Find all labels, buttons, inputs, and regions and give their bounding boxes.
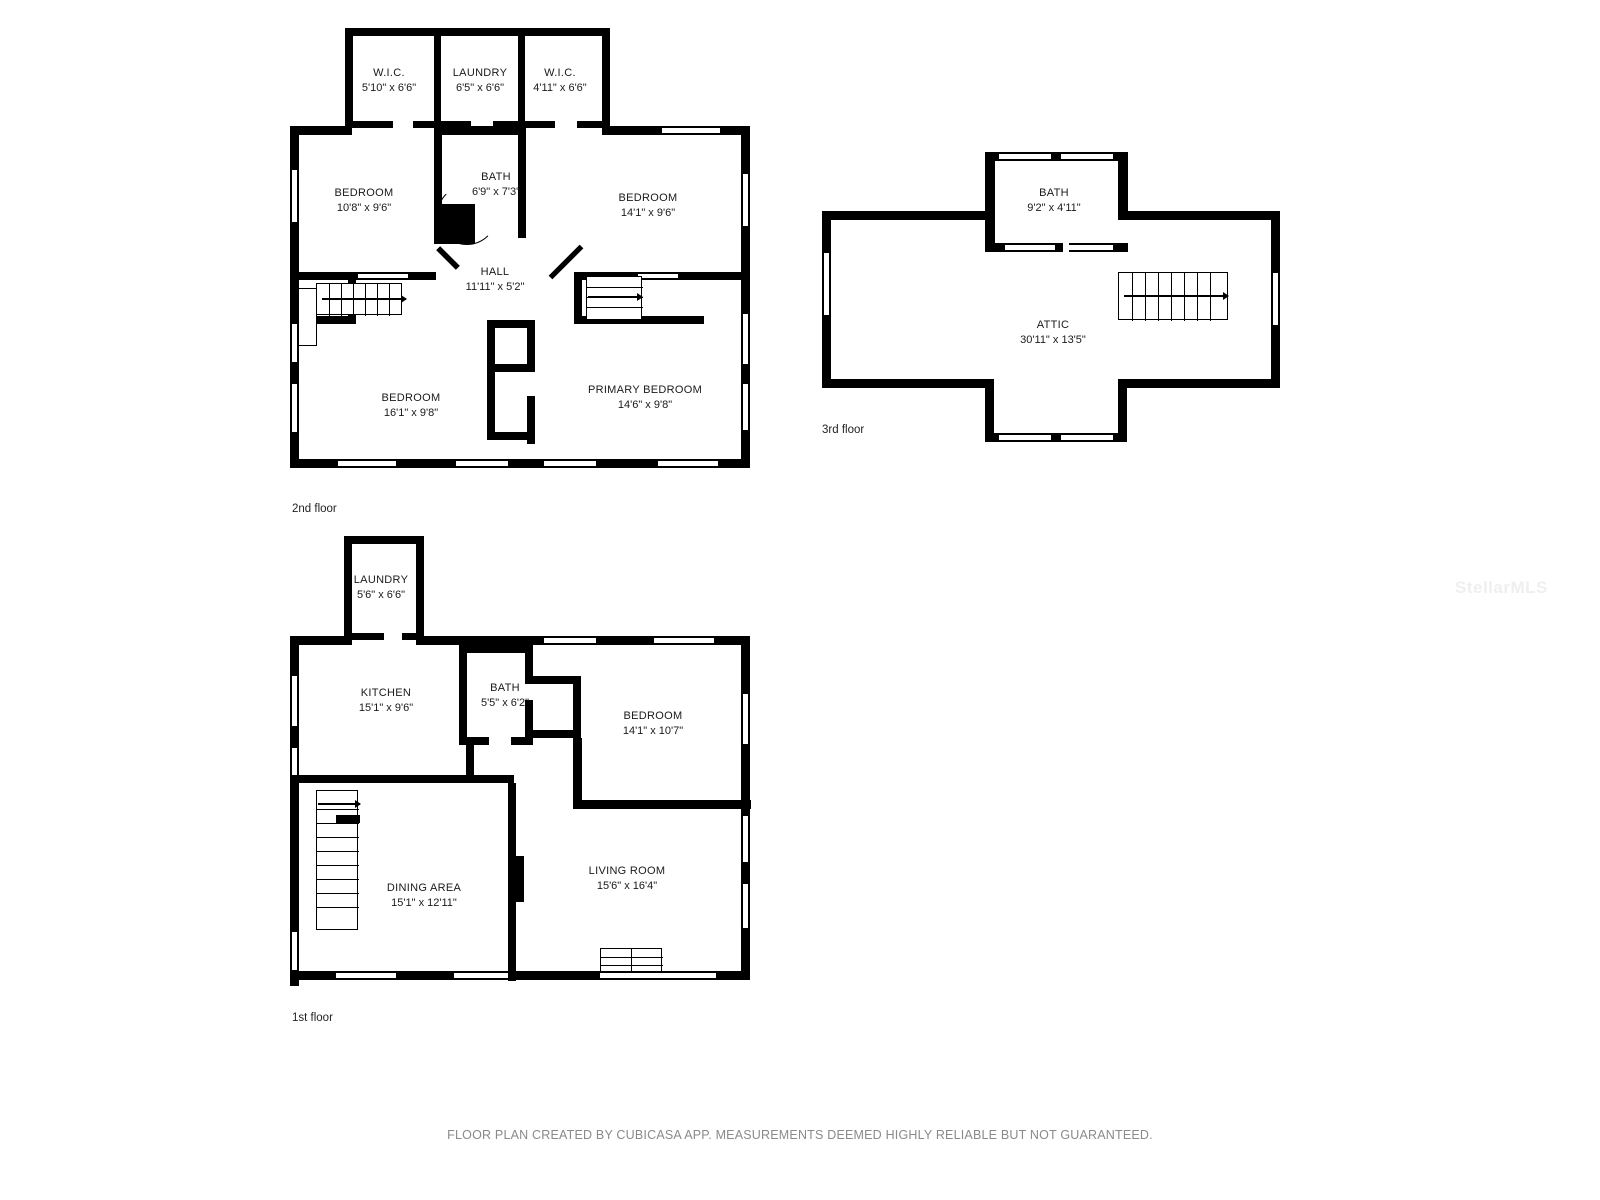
room-name: KITCHEN — [360, 687, 412, 699]
window — [654, 636, 714, 645]
wall — [344, 536, 352, 640]
room-dims: 14'1" x 9'6" — [620, 207, 676, 219]
wall — [396, 971, 454, 980]
window — [822, 253, 831, 315]
wall — [716, 971, 750, 980]
floor-caption-3rd: 3rd floor — [822, 424, 865, 436]
watermark: StellarMLS — [1455, 578, 1548, 597]
wall — [1113, 433, 1127, 442]
porch-steps — [600, 948, 662, 972]
wall — [290, 636, 299, 676]
wall — [573, 676, 581, 730]
window — [741, 884, 750, 928]
wall — [336, 815, 360, 823]
wall — [1118, 379, 1127, 441]
room-name: HALL — [480, 266, 510, 278]
wall — [985, 152, 999, 161]
wall — [573, 800, 751, 809]
room-label-laundry-1st — [354, 573, 408, 603]
window — [1069, 243, 1113, 252]
room-name: PRIMARY BEDROOM — [587, 384, 703, 396]
wall — [1271, 211, 1280, 273]
wall — [741, 862, 750, 884]
window — [999, 433, 1051, 442]
wall — [1118, 152, 1128, 214]
wall — [459, 737, 489, 745]
wall — [1055, 243, 1063, 252]
room-name: LIVING ROOM — [588, 865, 666, 877]
window — [454, 971, 508, 980]
wall — [344, 536, 424, 544]
room-name: W.I.C. — [544, 67, 576, 79]
window — [544, 636, 596, 645]
window — [290, 932, 299, 970]
window — [1061, 152, 1113, 161]
room-name: W.I.C. — [373, 67, 405, 79]
room-dims: 5'6" x 6'6" — [356, 589, 406, 601]
door-opening — [489, 737, 511, 745]
room-label-kitchen — [359, 686, 413, 716]
room-name: LAUNDRY — [452, 67, 508, 79]
room-dims: 15'1" x 12'11" — [391, 897, 457, 909]
room-name: DINING AREA — [386, 882, 462, 894]
window — [600, 971, 716, 980]
room-name: BEDROOM — [618, 192, 678, 204]
wall — [573, 738, 582, 808]
room-name: BATH — [1039, 187, 1069, 199]
wall — [985, 379, 994, 441]
wall — [459, 645, 467, 745]
wall — [985, 433, 999, 442]
room-label-attic-bath — [1027, 186, 1080, 216]
wall — [416, 636, 544, 645]
room-dims: 9'2" x 4'11" — [1027, 202, 1081, 214]
window — [1061, 433, 1113, 442]
wall — [1113, 243, 1128, 252]
wall — [290, 636, 352, 645]
window — [741, 694, 750, 744]
window — [1271, 273, 1280, 325]
room-dims: 6'9" x 7'3" — [471, 186, 521, 198]
room-dims: 10'8" x 9'6" — [336, 202, 392, 214]
window — [336, 971, 396, 980]
door-dark — [508, 856, 524, 902]
wall — [290, 775, 474, 783]
room-dims: 4'11" x 6'6" — [533, 82, 587, 94]
wall — [822, 211, 994, 220]
wall — [459, 645, 533, 653]
wall — [508, 971, 572, 980]
room-dims: 16'1" x 9'8" — [383, 407, 439, 419]
wall — [1271, 325, 1280, 387]
wall — [596, 636, 654, 645]
window — [290, 676, 299, 726]
staircase — [316, 790, 358, 930]
room-name: ATTIC — [1036, 319, 1070, 331]
window — [741, 816, 750, 862]
room-dims: 5'10" x 6'6" — [361, 82, 417, 94]
room-name: BEDROOM — [334, 187, 394, 199]
room-dims: 15'6" x 16'4" — [596, 880, 658, 892]
room-name: BATH — [490, 682, 520, 694]
floor-caption-1st: 1st floor — [292, 1012, 333, 1024]
wall — [290, 971, 336, 980]
room-label-dining-area — [387, 881, 461, 911]
wall — [466, 775, 514, 783]
footer-disclaimer: FLOOR PLAN CREATED BY CUBICASA APP. MEASUREMENTS DEEMED HIGHLY RELIABLE BUT NOT GUARANTEED. — [447, 1128, 1153, 1142]
wall — [525, 730, 581, 738]
wall — [822, 379, 990, 388]
wall — [741, 636, 750, 694]
room-label-bath-1st — [481, 681, 529, 711]
wall — [1118, 211, 1280, 220]
wall — [822, 315, 831, 387]
wall — [1122, 379, 1280, 388]
room-dims: 14'6" x 9'8" — [617, 399, 673, 411]
room-dims: 14'1" x 10'7" — [622, 725, 684, 737]
room-label-attic — [1020, 318, 1086, 348]
wall — [1113, 152, 1128, 161]
wall — [572, 971, 600, 980]
room-name: BEDROOM — [623, 710, 683, 722]
window — [999, 152, 1051, 161]
room-label-bedroom-1st — [623, 709, 683, 739]
room-dims: 6'5" x 6'6" — [455, 82, 505, 94]
wall — [822, 211, 831, 253]
window — [1005, 243, 1055, 252]
stair-direction-arrow — [1124, 295, 1228, 297]
room-dims: 30'11" x 13'5" — [1020, 334, 1086, 346]
room-label-living-room — [589, 864, 666, 894]
room-name: BATH — [481, 171, 511, 183]
wall — [511, 737, 533, 745]
wall — [985, 152, 995, 252]
room-name: LAUNDRY — [353, 574, 409, 586]
floor-caption-2nd: 2nd floor — [292, 503, 337, 515]
door-opening — [384, 633, 402, 640]
first-floor-plan — [0, 0, 800, 1040]
stair-direction-arrow — [318, 803, 360, 805]
room-dims: 5'5" x 6'2" — [480, 697, 530, 709]
wall — [1051, 152, 1061, 161]
wall — [290, 782, 299, 932]
wall — [290, 726, 299, 748]
wall — [416, 536, 424, 640]
room-dims: 15'1" x 9'6" — [358, 702, 414, 714]
wall — [985, 243, 1005, 252]
room-name: BEDROOM — [381, 392, 441, 404]
room-dims: 11'11" x 5'2" — [465, 281, 525, 293]
wall — [1051, 433, 1061, 442]
